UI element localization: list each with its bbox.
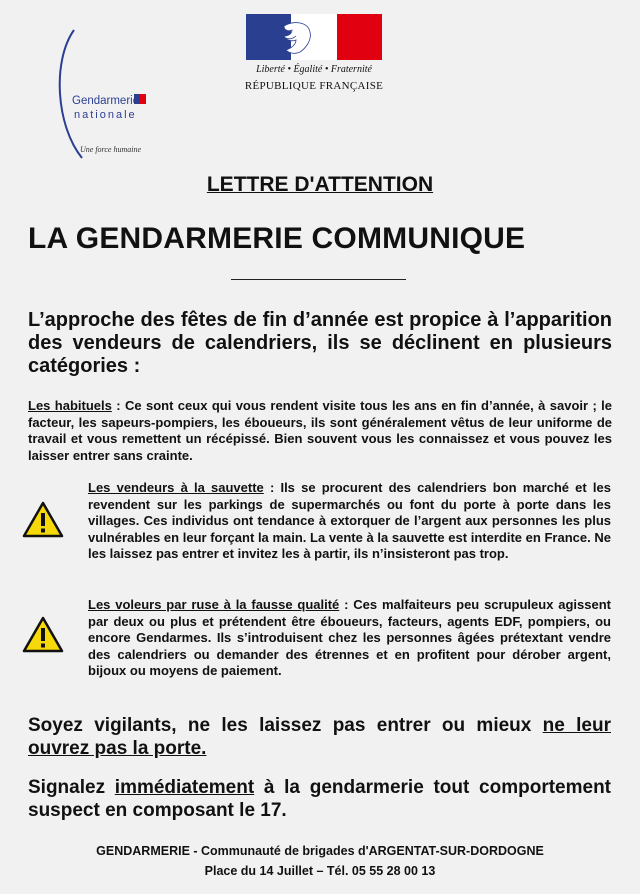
- report-message: [28, 776, 611, 822]
- section-vendeurs-sauvette: [88, 480, 611, 563]
- section-voleurs-ruse: [88, 597, 611, 680]
- vigilance-message: [28, 714, 611, 760]
- section-label: Les habituels: [28, 398, 112, 413]
- report-text-1: Signalez: [28, 777, 115, 798]
- gendarmerie-line1: Gendarmerie: [72, 95, 140, 107]
- republique-motto: Liberté • Égalité • Fraternité: [256, 64, 372, 75]
- vigilance-emphasis: ne leur ouvrez pas la porte.: [28, 715, 611, 759]
- section-label: Les voleurs par ruse à la fausse qualité: [88, 597, 340, 612]
- headline: LA GENDARMERIE COMMUNIQUE: [28, 222, 526, 255]
- section-text: : Ces malfaiteurs peu scrupuleux agissent par deux ou plus et prétendent être éboueurs, facteurs, agents EDF, pompiers, ou encore Gendarmes. Ils s’introduisent chez les personnes âgées prétextant vendre des calendriers ou demander des étrennes et en profitent pour dérober argent, bijoux ou moyens de paiement.: [88, 597, 611, 678]
- marianne-icon: [246, 14, 382, 60]
- report-text-2: à la gendarmerie tout comportement suspect en composant le 17.: [28, 777, 612, 821]
- gendarmerie-logo: [52, 26, 162, 166]
- section-label: Les vendeurs à la sauvette: [88, 480, 264, 495]
- section-text: : Ce sont ceux qui vous rendent visite tous les ans en fin d’année, à savoir ; le facteur, les sapeurs-pompiers, les éboueurs, ils sont généralement vêtus de leur uniforme de travail et vous remettent un récépissé. Bien souvent vous les connaissez et vous pouvez les laisser entrer sans crainte.: [28, 398, 613, 463]
- footer-line-2: Place du 14 Juillet – Tél. 05 55 28 00 13: [204, 864, 436, 878]
- letter-title: LETTRE D'ATTENTION: [206, 173, 434, 196]
- vigilance-text: Soyez vigilants, ne les laissez pas entrer ou mieux: [28, 715, 543, 736]
- section-habituels: [28, 398, 612, 464]
- report-emphasis: immédiatement: [114, 777, 255, 798]
- intro-paragraph: L’approche des fêtes de fin d’année est propice à l’apparition des vendeurs de calendriers, ils se déclinent en plusieurs catégories :: [28, 309, 612, 377]
- divider: [231, 279, 406, 280]
- warning-icon: [22, 616, 64, 654]
- footer-line-1: GENDARMERIE - Communauté de brigades d'ARGENTAT-SUR-DORDOGNE: [96, 844, 544, 858]
- warning-icon: [22, 501, 64, 539]
- republique-name: RÉPUBLIQUE FRANÇAISE: [244, 80, 384, 92]
- section-text: : Ils se procurent des calendriers bon marché et les revendent sur les parkings de supermarchés ou font du porte à porte dans les villages. Ces individus ont tendance à extorquer de l’argent aux personnes les plus vulnérables en leur forçant la main. La vente à la sauvette est interdite en France. Ne les laissez pas entrer et invitez les à partir, ils n’insisteront pas trop.: [88, 480, 611, 561]
- gendarmerie-line2: nationale: [74, 109, 137, 121]
- gendarmerie-tagline: Une force humaine: [80, 145, 142, 154]
- republique-francaise-logo: [244, 14, 384, 104]
